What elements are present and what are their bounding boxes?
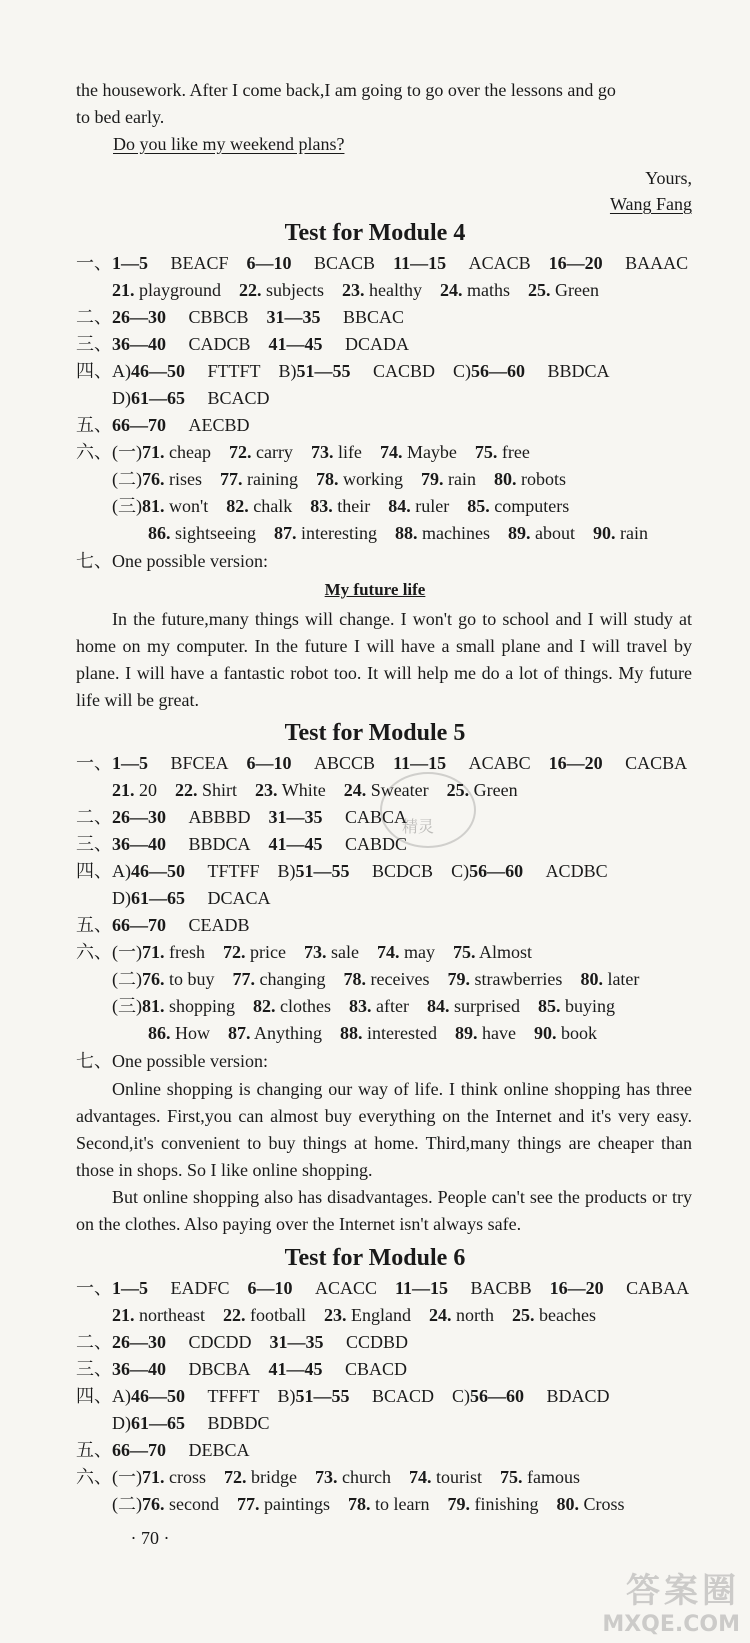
- answer-row: D)61—65 BCACD: [112, 388, 270, 408]
- answer-row: 六、(一)71. cross 72. bridge 73. church 74. tourist 75. famous: [76, 1467, 580, 1487]
- page-number: · 70 ·: [130, 1528, 170, 1548]
- watermark-url: MXQE.COM: [602, 1612, 740, 1637]
- answer-row: 四、A)46—50 TFFFT B)51—55 BCACD C)56—60 BDACD: [76, 1386, 610, 1406]
- answer-row: 二、26—30 CDCDD 31—35 CCDBD: [76, 1332, 409, 1352]
- essay-title: My future life: [324, 580, 426, 599]
- letter-line: the housework. After I come back,I am going to go over the lessons and go: [76, 80, 616, 100]
- answer-row: (二)76. to buy 77. changing 78. receives 79. strawberries 80. later: [112, 969, 640, 989]
- answer-row: 一、1—5 BFCEA 6—10 ABCCB 11—15 ACABC 16—20 CACBA: [76, 753, 688, 773]
- answer-row: 21. 20 22. Shirt 23. White 24. Sweater 25. Green: [112, 780, 518, 800]
- answer-row: (二)76. rises 77. raining 78. working 79. rain 80. robots: [112, 469, 566, 489]
- answer-row: 二、26—30 ABBBD 31—35 CABCA: [76, 807, 408, 827]
- letter-question: Do you like my weekend plans?: [113, 134, 345, 154]
- module-title: Test for Module 5: [284, 720, 466, 746]
- watermark-logo: [602, 1563, 740, 1637]
- answer-row: 五、66—70 CEADB: [76, 915, 250, 935]
- answer-row: 五、66—70 AECBD: [76, 415, 250, 435]
- letter-line: to bed early.: [76, 107, 165, 127]
- answer-row: 三、36—40 DBCBA 41—45 CBACD: [76, 1359, 408, 1379]
- module-title: Test for Module 4: [284, 220, 466, 246]
- answer-row: 六、(一)71. cheap 72. carry 73. life 74. Maybe 75. free: [76, 442, 530, 462]
- answer-row: 86. How 87. Anything 88. interested 89. have 90. book: [148, 1023, 597, 1043]
- answer-row: D)61—65 DCACA: [112, 888, 271, 908]
- answer-row: 四、A)46—50 FTTFT B)51—55 CACBD C)56—60 BBDCA: [76, 361, 610, 381]
- answer-row: 六、(一)71. fresh 72. price 73. sale 74. may 75. Almost: [76, 942, 532, 962]
- answer-row: 七、One possible version:: [76, 1051, 268, 1071]
- essay-paragraph: But online shopping also has disadvantages. People can't see the products or try on the clothes. Also paying over the Internet isn't always safe.: [76, 1187, 692, 1234]
- answer-row: 三、36—40 BBDCA 41—45 CABDC: [76, 834, 408, 854]
- answer-row: (二)76. second 77. paintings 78. to learn 79. finishing 80. Cross: [112, 1494, 625, 1514]
- letter-signature: Wang Fang: [609, 194, 692, 214]
- answer-row: 二、26—30 CBBCB 31—35 BBCAC: [76, 307, 405, 327]
- answer-row: 21. playground 22. subjects 23. healthy 24. maths 25. Green: [112, 280, 599, 300]
- module-title: Test for Module 6: [284, 1245, 466, 1271]
- answer-row: (三)81. won't 82. chalk 83. their 84. ruler 85. computers: [112, 496, 570, 516]
- answer-row: 四、A)46—50 TFTFF B)51—55 BCDCB C)56—60 ACDBC: [76, 861, 608, 881]
- answer-row: 一、1—5 EADFC 6—10 ACACC 11—15 BACBB 16—20 CABAA: [76, 1278, 690, 1298]
- letter-closing: Yours,: [645, 168, 692, 188]
- essay-paragraph: In the future,many things will change. I won't go to school and I will study at home on my computer. In the future I will have a small plane and I will travel by plane. I will have a fantastic robot too. It will help me do a lot of things. My future life will be great.: [76, 609, 692, 710]
- answer-row: 21. northeast 22. football 23. England 24. north 25. beaches: [112, 1305, 596, 1325]
- stamp-seal: 精灵: [380, 772, 476, 848]
- essay-paragraph: Online shopping is changing our way of life. I think online shopping has three advantages. First,you can almost buy everything on the Internet and it's very easy. Second,it's convenient to buy things at home. Third,many things are cheaper than those in shops. So I like online shopping.: [76, 1079, 692, 1180]
- answer-row: (三)81. shopping 82. clothes 83. after 84. surprised 85. buying: [112, 996, 615, 1016]
- answer-row: 86. sightseeing 87. interesting 88. machines 89. about 90. rain: [148, 523, 648, 543]
- answer-row: D)61—65 BDBDC: [112, 1413, 270, 1433]
- answer-row: 五、66—70 DEBCA: [76, 1440, 250, 1460]
- answer-row: 三、36—40 CADCB 41—45 DCADA: [76, 334, 410, 354]
- watermark-text: 答案圈: [626, 1571, 740, 1611]
- answer-row: 七、One possible version:: [76, 551, 268, 571]
- answer-row: 一、1—5 BEACF 6—10 BCACB 11—15 ACACB 16—20 BAAAC: [76, 253, 689, 273]
